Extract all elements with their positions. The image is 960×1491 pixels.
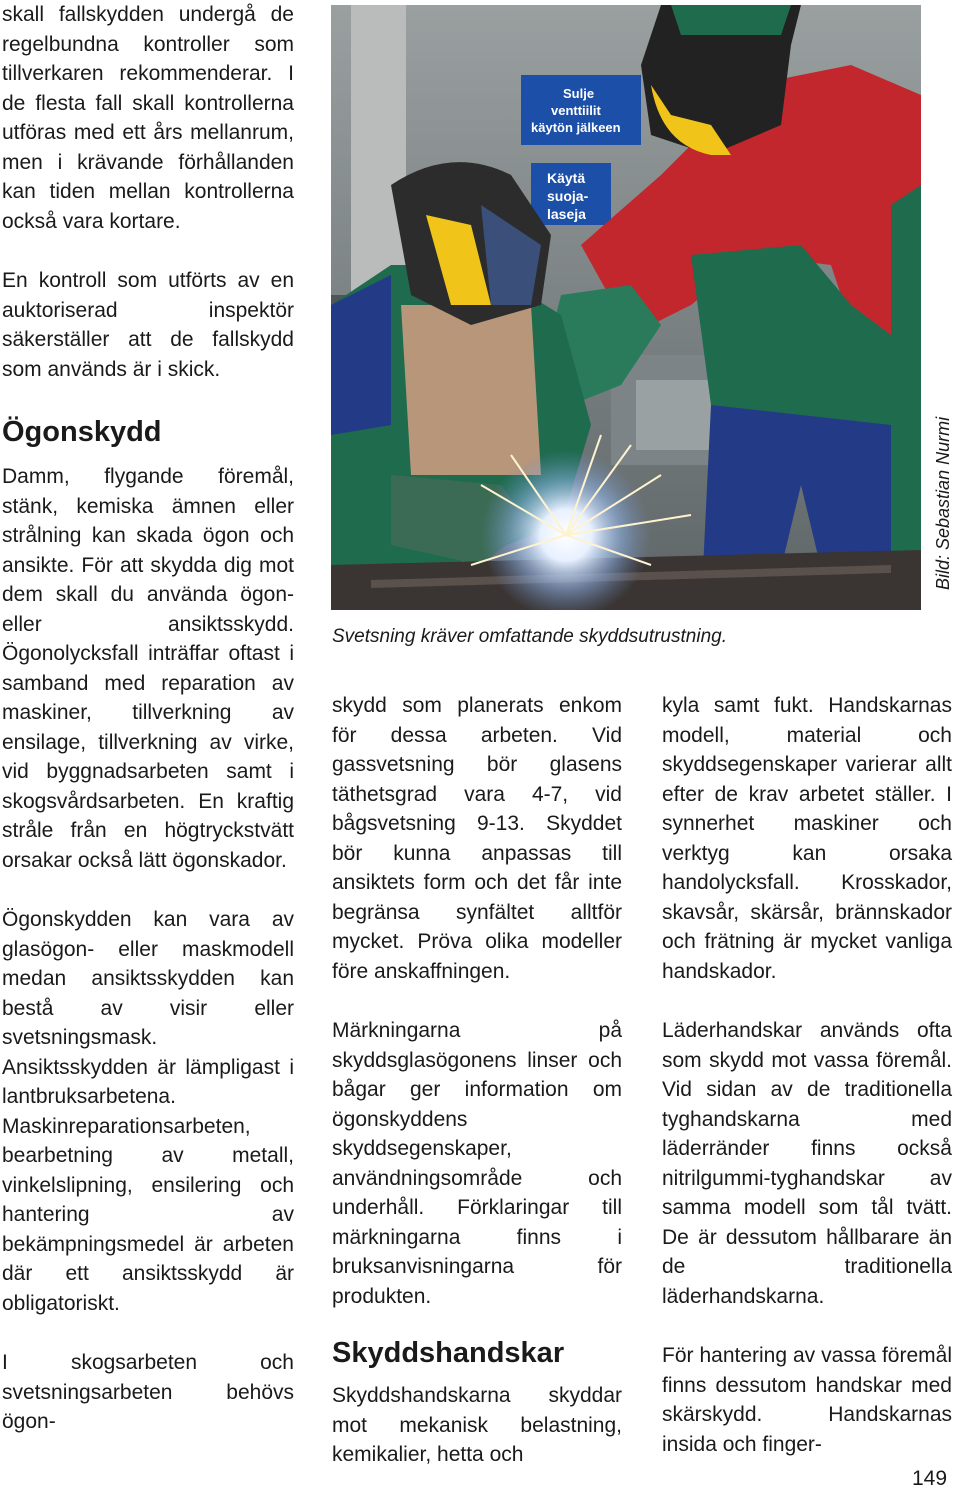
- paragraph: En kontroll som utförts av en auktoriserad inspektör säkerställer att de fallskydd som används är i skick.: [2, 269, 294, 381]
- page-number: 149: [912, 1467, 948, 1490]
- photo-credit: Bild: Sebastian Nurmi: [933, 416, 953, 590]
- welding-photo: [331, 5, 921, 610]
- paragraph: skydd som planerats enkom för dessa arbeten. Vid gassvetsning bör glasens täthetsgrad vara 4-7, vid bågsvetsning 9-13. Skyddet bör kunna anpassas till ansiktets form och det får inte begränsa synfältet alltför mycket. Pröva olika modeller före anskaffningen.: [332, 694, 622, 983]
- section-heading-ogonskydd: Ögonskydd: [2, 416, 162, 448]
- paragraph: Skyddshandskarna skyddar mot mekanisk belastning, kemikalier, hetta och: [332, 1384, 622, 1466]
- section-heading-skyddshandskar: Skyddshandskar: [332, 1337, 565, 1369]
- paragraph: kyla samt fukt. Handskarnas modell, material och skyddsegenskaper varierar allt efter de krav arbetet ställer. I synnerhet maskiner och verktyg kan orsaka handolycksfall. Krosskador, skavsår, skärsår, brännskador och frätning är mycket vanliga handskador.: [662, 694, 952, 983]
- sign-text: laseja: [547, 206, 586, 222]
- paragraph: Damm, flygande föremål, stänk, kemiska ämnen eller strålning kan skada ögon och ansikte. För att skydda dig mot dem skall du använda ögon- eller ansiktsskydd. Ögonolycksfall inträffar oftast i samband med reparation av maskiner, tillverkning av ensilage, tillverkning av virke, vid byggnadsarbeten samt i skogsvårdsarbeten. En kraftig stråle från en högtryckstvätt orsakar också lätt ögonskador.: [2, 465, 294, 872]
- paragraph: I skogsarbeten och svetsningsarbeten behövs ögon-: [2, 1351, 294, 1433]
- paragraph: Ögonskydden kan vara av glasögon- eller maskmodell medan ansiktsskydden kan bestå av visir eller svetsningsmask. Ansiktsskydden är lämpligast i lantbruksarbetena. Maskinreparationsarbeten, bearbetning av metall, vinkelslipning, ensilering och hantering av bekämpningsmedel är arbeten där ett ansiktsskydd är obligatoriskt.: [2, 908, 294, 1315]
- sign-text: venttiilit: [551, 103, 601, 118]
- text-column-left: [2, 0, 294, 1437]
- photo-caption: Svetsning kräver omfattande skyddsutrustning.: [332, 626, 727, 647]
- sign-text: suoja-: [547, 188, 589, 204]
- sign-text: käytön jälkeen: [531, 120, 621, 135]
- warning-sign-valves: [521, 75, 641, 145]
- paragraph: Märkningarna på skyddsglasögonens linser och bågar ger information om ögonskyddens skyddsegenskaper, användningsområde och underhåll. Förklaringar till märkningarna finns i bruksanvisningarna för produkten.: [332, 1019, 622, 1308]
- text-column-middle: [332, 691, 622, 1470]
- sign-text: Käytä: [547, 170, 586, 186]
- paragraph: skall fallskydden undergå de regelbundna kontroller som tillverkaren rekommenderar. I de flesta fall skall kontrollerna utföras med ett års mellanrum, men i krävande förhållanden kan tiden mellan kontrollerna också vara kortare.: [2, 3, 294, 233]
- paragraph: Läderhandskar används ofta som skydd mot vassa föremål. Vid sidan av de traditionella tyghandskarna med läderränder finns också nitrilgummi-tyghandskar av samma modell som tål tvätt. De är dessutom hållbarare än de traditionella läderhandskarna.: [662, 1019, 952, 1308]
- wall-column: [351, 5, 406, 305]
- text-column-right: [662, 691, 952, 1459]
- warning-sign-glasses: [531, 163, 611, 225]
- paragraph: För hantering av vassa föremål finns dessutom handskar med skärskydd. Handskarnas insida och finger-: [662, 1344, 952, 1456]
- sign-text: Sulje: [563, 86, 595, 101]
